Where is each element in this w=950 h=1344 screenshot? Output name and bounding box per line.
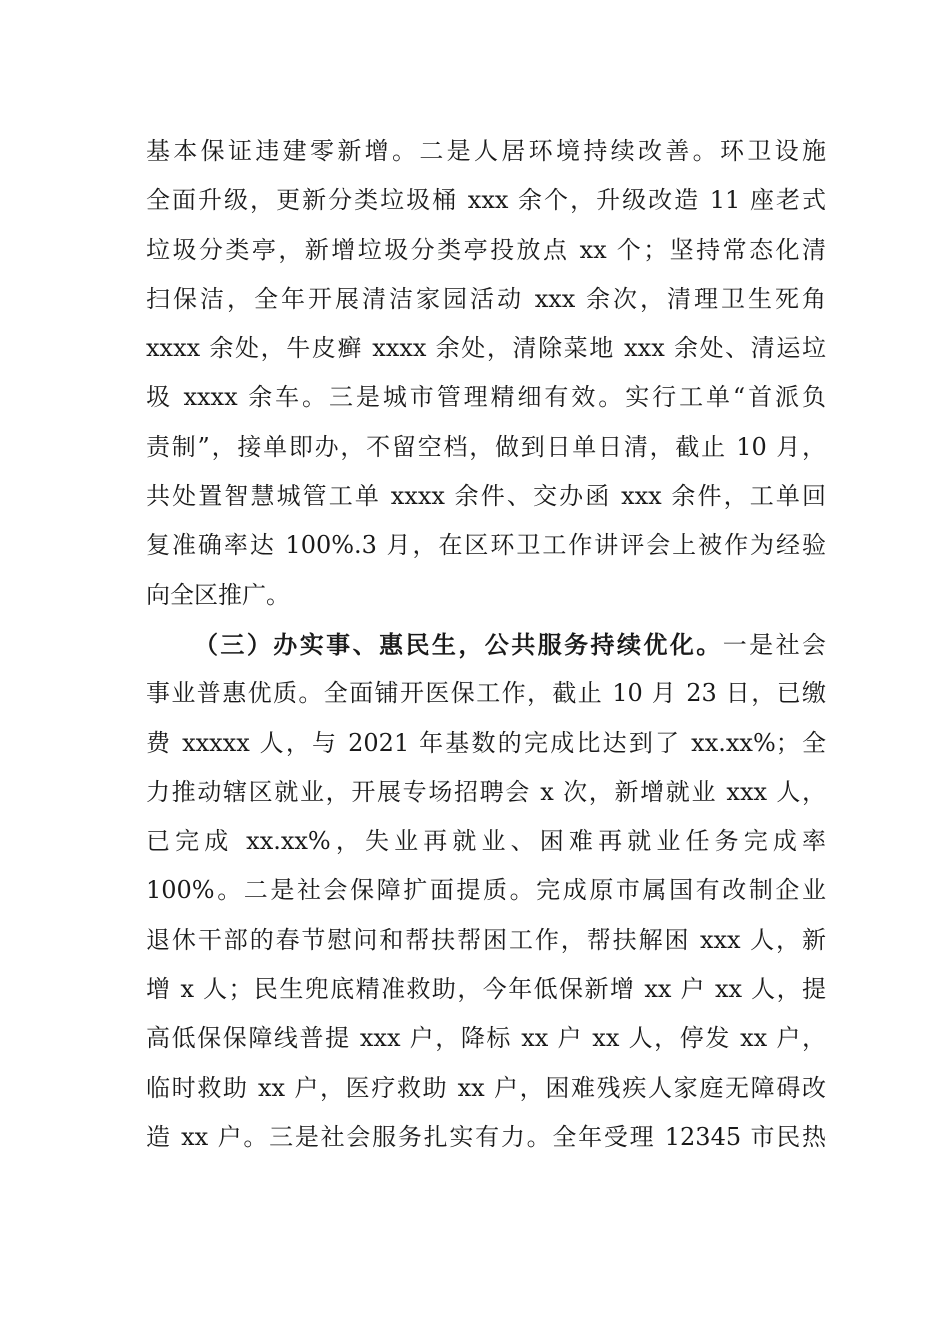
heading-line-text: 一是社会 bbox=[722, 630, 826, 659]
text-line: 垃圾分类亭，新增垃圾分类亭投放点 xx 个；坚持常态化清 bbox=[146, 235, 826, 264]
section-heading-line bbox=[146, 620, 826, 669]
text-line: 扫保洁，全年开展清洁家园活动 xxx 余次，清理卫生死角 bbox=[146, 284, 826, 313]
text-line: 共处置智慧城管工单 xxxx 余件、交办函 xxx 余件，工单回 bbox=[146, 482, 826, 511]
text-line: 已完成 xx.xx%，失业再就业、困难再就业任务完成率 bbox=[146, 827, 826, 856]
section-heading: （三）办实事、惠民生，公共服务持续优化。 bbox=[194, 629, 723, 659]
text-line: 力推动辖区就业，开展专场招聘会 x 次，新增就业 xxx 人， bbox=[146, 777, 826, 806]
text-line: 100%。二是社会保障扩面提质。完成原市属国有改制企业 bbox=[146, 876, 826, 905]
text-line: 基本保证违建零新增。二是人居环境持续改善。环卫设施 bbox=[146, 137, 826, 165]
text-line: 临时救助 xx 户，医疗救助 xx 户，困难残疾人家庭无障碍改 bbox=[146, 1073, 826, 1102]
text-line: 高低保保障线普提 xxx 户，降标 xx 户 xx 人，停发 xx 户， bbox=[146, 1024, 826, 1053]
text-line: 增 x 人；民生兜底精准救助，今年低保新增 xx 户 xx 人，提 bbox=[146, 975, 826, 1004]
text-line: xxxx 余处，牛皮癣 xxxx 余处，清除菜地 xxx 余处、清运垃 bbox=[146, 334, 826, 363]
text-line: 退休干部的春节慰问和帮扶帮困工作，帮扶解困 xxx 人，新 bbox=[146, 925, 826, 954]
document-body bbox=[146, 127, 826, 1162]
text-line: 造 xx 户。三是社会服务扎实有力。全年受理 12345 市民热 bbox=[146, 1122, 826, 1151]
text-line: 事业普惠优质。全面铺开医保工作，截止 10 月 23 日，已缴 bbox=[146, 679, 826, 708]
text-line: 责制”，接单即办，不留空档，做到日单日清，截止 10 月， bbox=[146, 432, 826, 461]
text-line: 圾 xxxx 余车。三是城市管理精细有效。实行工单“首派负 bbox=[146, 383, 826, 412]
text-line: 复准确率达 100%.3 月，在区环卫工作讲评会上被作为经验 bbox=[146, 531, 826, 560]
text-line: 费 xxxxx 人，与 2021 年基数的完成比达到了 xx.xx%；全 bbox=[146, 728, 826, 757]
text-line: 全面升级，更新分类垃圾桶 xxx 余个，升级改造 11 座老式 bbox=[146, 186, 826, 215]
text-line: 向全区推广。 bbox=[146, 580, 290, 609]
